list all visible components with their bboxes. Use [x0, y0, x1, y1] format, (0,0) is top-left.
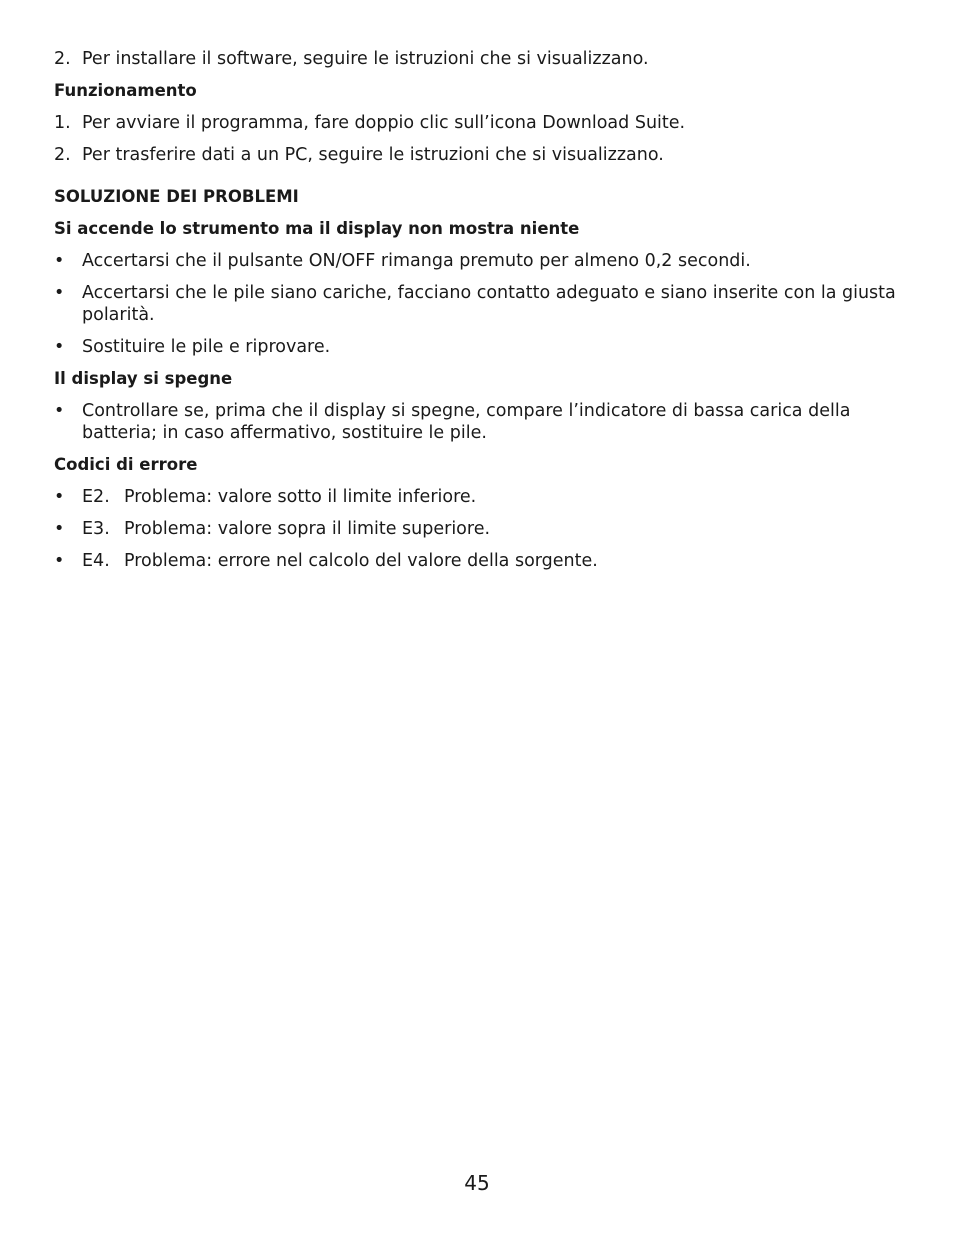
bullet-icon: •	[54, 551, 65, 571]
step-number: 2.	[54, 145, 71, 165]
error-code-e4	[54, 550, 900, 572]
error-code: E4.	[82, 551, 110, 571]
error-code-e2	[54, 486, 900, 508]
error-code-e3	[54, 518, 900, 540]
bullet-icon: •	[54, 251, 65, 271]
no-display-bullet-3	[54, 336, 900, 358]
error-description: Problema: errore nel calcolo del valore della sorgente.	[124, 551, 598, 571]
bullet-icon: •	[54, 401, 65, 421]
bullet-icon: •	[54, 519, 65, 539]
install-step-2	[54, 48, 900, 70]
operation-heading: Funzionamento	[54, 81, 197, 100]
document-page	[54, 48, 900, 582]
step-number: 2.	[54, 49, 71, 69]
bullet-text: Controllare se, prima che il display si spegne, compare l’indicatore di bassa carica della batteria; in caso affermativo, sostituire le pile.	[82, 401, 851, 443]
error-code: E3.	[82, 519, 110, 539]
no-display-bullet-2	[54, 282, 900, 326]
bullet-icon: •	[54, 283, 65, 303]
error-description: Problema: valore sotto il limite inferiore.	[124, 487, 477, 507]
display-off-bullet-1	[54, 400, 900, 444]
step-text: Per trasferire dati a un PC, seguire le istruzioni che si visualizzano.	[82, 145, 664, 165]
display-off-heading: Il display si spegne	[54, 369, 233, 388]
no-display-bullet-1	[54, 250, 900, 272]
operation-step-2	[54, 144, 900, 166]
step-number: 1.	[54, 113, 71, 133]
no-display-heading: Si accende lo strumento ma il display non mostra niente	[54, 219, 580, 238]
error-code: E2.	[82, 487, 110, 507]
bullet-text: Accertarsi che le pile siano cariche, facciano contatto adeguato e siano inserite con la giusta polarità.	[82, 283, 896, 325]
troubleshooting-title: SOLUZIONE DEI PROBLEMI	[54, 187, 299, 206]
page-number: 45	[464, 1171, 490, 1195]
operation-step-1	[54, 112, 900, 134]
bullet-text: Accertarsi che il pulsante ON/OFF rimanga premuto per almeno 0,2 secondi.	[82, 251, 751, 271]
bullet-text: Sostituire le pile e riprovare.	[82, 337, 331, 357]
bullet-icon: •	[54, 337, 65, 357]
step-text: Per installare il software, seguire le istruzioni che si visualizzano.	[82, 49, 649, 69]
error-codes-heading: Codici di errore	[54, 455, 198, 474]
bullet-icon: •	[54, 487, 65, 507]
step-text: Per avviare il programma, fare doppio clic sull’icona Download Suite.	[82, 113, 686, 133]
error-description: Problema: valore sopra il limite superiore.	[124, 519, 491, 539]
